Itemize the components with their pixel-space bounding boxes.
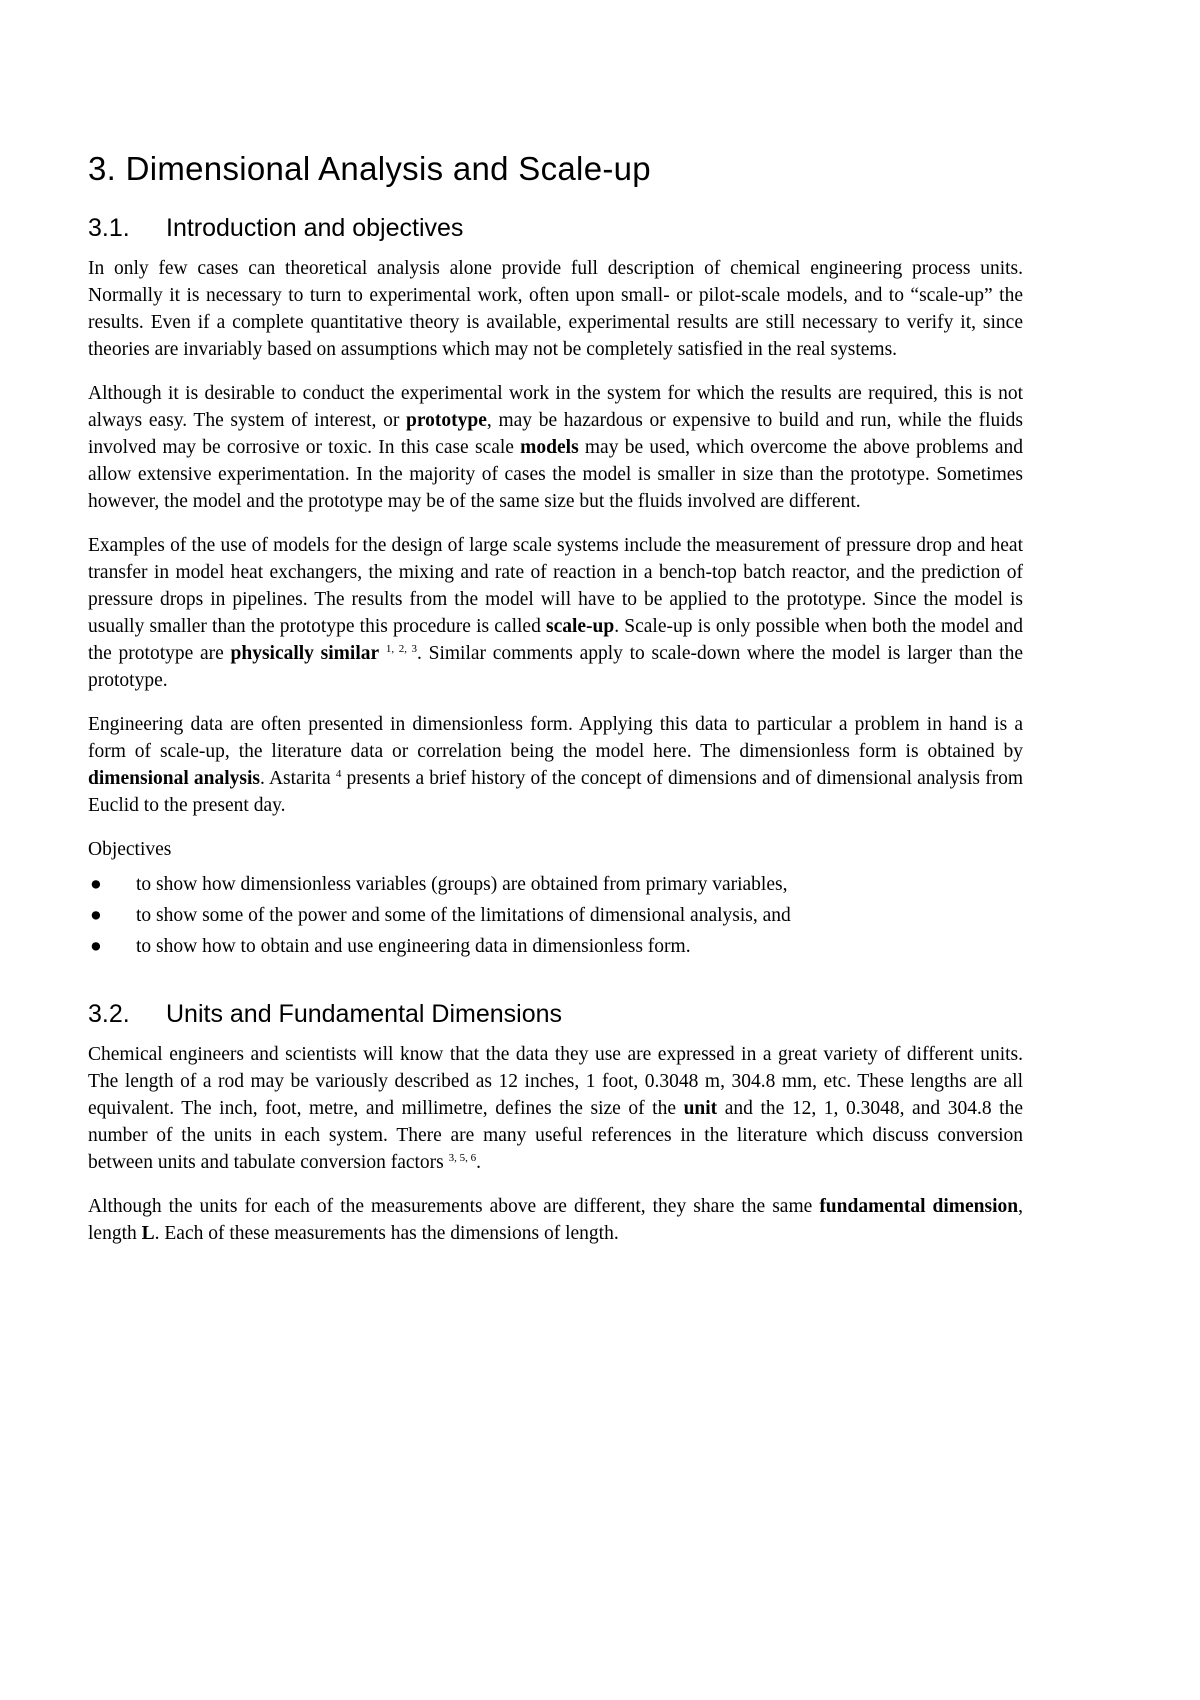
bold-term: L (141, 1223, 155, 1244)
text-run (379, 643, 386, 664)
text-run: . Astarita (260, 768, 336, 789)
section-heading (88, 1000, 1023, 1029)
bold-term: unit (683, 1098, 718, 1119)
section-title: Units and Fundamental Dimensions (166, 1000, 563, 1028)
objective-text: to show how dimensionless variables (groups) are obtained from primary variables, (136, 874, 788, 895)
paragraph (88, 380, 1023, 515)
objective-text: to show some of the power and some of the limitations of dimensional analysis, and (136, 905, 791, 926)
bullet-icon: ● (90, 874, 102, 895)
text-run: . Each of these measurements has the dimensions of length. (154, 1223, 619, 1244)
bold-term: physically similar (230, 643, 380, 664)
section-introduction (88, 214, 1023, 960)
objective-text: to show how to obtain and use engineering data in dimensionless form. (136, 936, 691, 957)
section-number: 3.2. (88, 1000, 130, 1028)
text-run: and the 12, 1, 0.3048, and 304.8 the number of the units in each system. There are many useful references in the literature which discuss conversion between units and tabulate conversion factors (88, 1098, 1023, 1173)
text-run: Chemical engineers and scientists will know that the data they use are expressed in a great variety of different units. The length of a rod may be variously described as 12 inches, 1 foot, 0.3048 m, 304.8 mm, etc. These lengths are all equivalent. The inch, foot, metre, and millimetre, defines the size of the (88, 1044, 1023, 1119)
paragraph (88, 1193, 1023, 1247)
text-run: . Similar comments apply to scale-down where the model is larger than the prototype. (88, 643, 1023, 691)
bullet-icon: ● (90, 936, 102, 957)
text-run: , length (88, 1196, 1023, 1244)
paragraph (88, 711, 1023, 819)
paragraph (88, 1041, 1023, 1176)
text-run: Examples of the use of models for the design of large scale systems include the measurement of pressure drop and heat transfer in model heat exchangers, the mixing and rate of reaction in a bench-top batch reactor, and the prediction of pressure drops in pipelines. The results from the model will have to be applied to the prototype. Since the model is usually smaller than the prototype this procedure is called (88, 535, 1023, 637)
text-run: Although it is desirable to conduct the experimental work in the system for which the results are required, this is not always easy. The system of interest, or (88, 383, 1023, 431)
list-item (88, 871, 1023, 898)
paragraph (88, 532, 1023, 694)
bold-term: fundamental dimension (819, 1196, 1019, 1217)
text-run: , may be hazardous or expensive to build and run, while the fluids involved may be corrosive or toxic. In this case scale (88, 410, 1023, 458)
reference-superscript: 4 (335, 768, 342, 780)
paragraph (88, 255, 1023, 363)
text-run: Engineering data are often presented in dimensionless form. Applying this data to particular a problem in hand is a form of scale-up, the literature data or correlation being the model here. The dimensionless form is obtained by (88, 714, 1023, 762)
text-run: presents a brief history of the concept of dimensions and of dimensional analysis from Euclid to the present day. (88, 768, 1024, 816)
text-run: . Scale-up is only possible when both the model and the prototype are (88, 616, 1023, 664)
objectives-label: Objectives (88, 839, 172, 860)
section-heading (88, 214, 1023, 243)
reference-superscript: 1, 2, 3 (385, 643, 418, 655)
section-title: Introduction and objectives (166, 214, 464, 242)
bold-term: dimensional analysis (88, 768, 261, 789)
document-page (88, 150, 1023, 1264)
bullet-icon: ● (90, 905, 102, 926)
bold-term: prototype (406, 410, 487, 431)
bold-term: models (520, 437, 579, 458)
section-units (88, 1000, 1023, 1247)
chapter-title: 3. Dimensional Analysis and Scale-up (88, 150, 651, 187)
list-item (88, 933, 1023, 960)
text-run: In only few cases can theoretical analysis alone provide full description of chemical engineering process units. Normally it is necessary to turn to experimental work, often upon small- or pilot-scale models, and to “scale-up” the results. Even if a complete quantitative theory is available, experimental results are still necessary to verify it, since theories are invariably based on assumptions which may not be completely satisfied in the real systems. (88, 258, 1023, 360)
text-run: . (476, 1152, 482, 1173)
objectives-list (88, 871, 1023, 960)
reference-superscript: 3, 5, 6 (448, 1152, 477, 1164)
bold-term: scale-up (545, 616, 615, 637)
text-run: may be used, which overcome the above problems and allow extensive experimentation. In the majority of cases the model is smaller in size than the prototype. Sometimes however, the model and the prototype may be of the same size but the fluids involved are different. (88, 437, 1023, 512)
text-run: Although the units for each of the measurements above are different, they share the same (88, 1196, 820, 1217)
list-item (88, 902, 1023, 929)
section-number: 3.1. (88, 214, 130, 242)
